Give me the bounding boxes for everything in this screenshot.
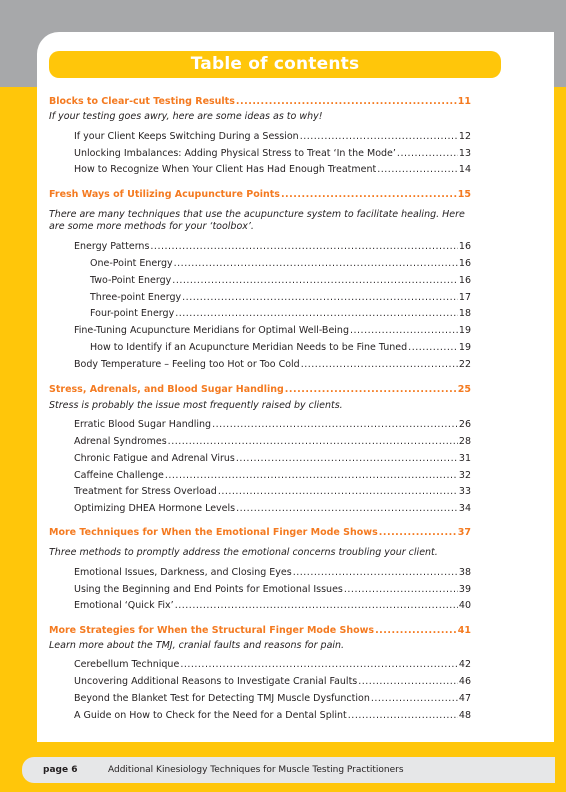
dot-leader [300,130,458,144]
toc-entry-page: 26 [458,419,471,430]
toc-entry-label: Erratic Blood Sugar Handling [74,419,212,430]
toc-entry[interactable] [49,418,471,432]
toc-entry[interactable] [49,147,471,161]
section-description: If your testing goes awry, here are some ideas as to why! [49,111,323,122]
dot-leader [344,583,458,597]
toc-entry[interactable] [49,240,471,254]
dot-leader [285,383,457,397]
section-heading-label: More Strategies for When the Structural Finger Mode Shows [49,625,375,636]
toc-entry-label: Adrenal Syndromes [74,436,167,447]
dot-leader [175,307,458,321]
toc-entry-label: A Guide on How to Check for the Need for a Dental Splint [74,710,347,721]
toc-entry-page: 22 [458,359,471,370]
section-page-number: 25 [457,384,471,395]
toc-entry[interactable] [49,709,471,723]
toc-entry-page: 42 [458,659,471,670]
section-heading[interactable] [49,624,471,638]
toc-entry-page: 28 [458,436,471,447]
section-heading[interactable] [49,383,471,397]
toc-entry[interactable] [49,163,471,177]
toc-entry-label: Two-Point Energy [90,275,172,286]
dot-leader [168,435,458,449]
toc-entry[interactable] [49,485,471,499]
toc-entry-page: 34 [458,503,471,514]
dot-leader [218,485,458,499]
toc-entry-label: Cerebellum Technique [74,659,180,670]
toc-entry-label: Energy Patterns [74,241,150,252]
dot-leader [375,624,457,638]
toc-entry[interactable] [49,435,471,449]
toc-entry-page: 48 [458,710,471,721]
toc-entry-page: 18 [458,308,471,319]
section-heading-label: Fresh Ways of Utilizing Acupuncture Points [49,189,280,200]
section-page-number: 15 [457,189,471,200]
toc-entry-page: 16 [458,275,471,286]
toc-entry[interactable] [49,502,471,516]
toc-entry[interactable] [49,566,471,580]
toc-entry-label: Emotional ‘Quick Fix’ [74,600,174,611]
toc-entry[interactable] [49,583,471,597]
dot-leader [236,502,458,516]
footer-book-title: Additional Kinesiology Techniques for Muscle Testing Practitioners [108,765,404,775]
toc-entry-page: 16 [458,241,471,252]
section-heading-label: Stress, Adrenals, and Blood Sugar Handling [49,384,284,395]
dot-leader [172,274,458,288]
toc-entry-label: If your Client Keeps Switching During a Session [74,131,299,142]
toc-entry-page: 31 [458,453,471,464]
toc-entry-page: 16 [458,258,471,269]
toc-entry-label: Beyond the Blanket Test for Detecting TMJ Muscle Dysfunction [74,693,370,704]
toc-entry[interactable] [49,324,471,338]
dot-leader [348,709,458,723]
toc-entry-page: 39 [458,584,471,595]
toc-entry-page: 33 [458,486,471,497]
toc-entry-label: Emotional Issues, Darkness, and Closing Eyes [74,567,292,578]
toc-entry-label: Three-point Energy [90,292,182,303]
toc-entry-page: 40 [458,600,471,611]
dot-leader [371,692,458,706]
dot-leader [175,599,458,613]
toc-entry-label: Fine-Tuning Acupuncture Meridians for Optimal Well-Being [74,325,349,336]
dot-leader [301,358,458,372]
dot-leader [236,452,458,466]
dot-leader [397,147,458,161]
footer-page-label: page 6 [43,765,78,775]
toc-entry-page: 19 [458,325,471,336]
toc-entry-page: 17 [458,292,471,303]
section-heading[interactable] [49,188,471,202]
section-page-number: 11 [457,96,471,107]
section-page-number: 41 [457,625,471,636]
dot-leader [180,658,458,672]
section-page-number: 37 [457,527,471,538]
toc-entry[interactable] [49,469,471,483]
toc-entry[interactable] [49,291,471,305]
toc-entry-page: 32 [458,470,471,481]
toc-entry[interactable] [49,130,471,144]
toc-entry-label: Treatment for Stress Overload [74,486,217,497]
toc-entry-label: How to Identify if an Acupuncture Meridian Needs to be Fine Tuned [90,342,408,353]
section-description: Stress is probably the issue most frequently raised by clients. [49,400,343,411]
toc-entry-label: Chronic Fatigue and Adrenal Virus [74,453,235,464]
toc-entry-label: Using the Beginning and End Points for Emotional Issues [74,584,343,595]
toc-entry-label: Caffeine Challenge [74,470,164,481]
page-footer [22,757,555,783]
toc-entry[interactable] [49,675,471,689]
toc-entry[interactable] [49,452,471,466]
toc-entry-page: 47 [458,693,471,704]
toc-title-banner [49,51,501,78]
dot-leader [236,95,457,109]
toc-entry-page: 46 [458,676,471,687]
section-heading-label: Blocks to Clear-cut Testing Results [49,96,235,107]
toc-entry[interactable] [49,257,471,271]
dot-leader [350,324,458,338]
toc-title: Table of contents [190,54,360,74]
toc-entry-page: 13 [458,148,471,159]
dot-leader [358,675,458,689]
dot-leader [150,240,458,254]
section-heading-label: More Techniques for When the Emotional Finger Mode Shows [49,527,378,538]
toc-entry-label: Unlocking Imbalances: Adding Physical Stress to Treat ‘In the Mode’ [74,148,396,159]
section-heading[interactable] [49,95,471,109]
toc-entry-label: How to Recognize When Your Client Has Had Enough Treatment [74,164,377,175]
toc-entry-label: Body Temperature – Feeling too Hot or Too Cold [74,359,300,370]
dot-leader [165,469,458,483]
dot-leader [379,526,457,540]
dot-leader [212,418,458,432]
toc-entry[interactable] [49,358,471,372]
toc-entry[interactable] [49,274,471,288]
dot-leader [281,188,457,202]
toc-entry[interactable] [49,658,471,672]
section-heading[interactable] [49,526,471,540]
dot-leader [377,163,458,177]
toc-entry-label: Optimizing DHEA Hormone Levels [74,503,236,514]
dot-leader [174,257,458,271]
toc-entry-label: Four-point Energy [90,308,175,319]
toc-entry-page: 19 [458,342,471,353]
dot-leader [293,566,458,580]
section-description: Learn more about the TMJ, cranial faults and reasons for pain. [49,640,345,651]
section-description: There are many techniques that use the acupuncture system to facilitate healing. Here are some more methods for your ‘toolbox’. [49,209,465,232]
toc-entry[interactable] [49,599,471,613]
section-description: Three methods to promptly address the emotional concerns troubling your client. [49,547,438,558]
toc-entry-label: Uncovering Additional Reasons to Investigate Cranial Faults [74,676,358,687]
toc-entry[interactable] [49,341,471,355]
toc-entry-label: One-Point Energy [90,258,173,269]
toc-entry-page: 14 [458,164,471,175]
dot-leader [182,291,458,305]
toc-entry-page: 38 [458,567,471,578]
toc-entry-page: 12 [458,131,471,142]
toc-entry[interactable] [49,307,471,321]
toc-entry[interactable] [49,692,471,706]
dot-leader [408,341,458,355]
